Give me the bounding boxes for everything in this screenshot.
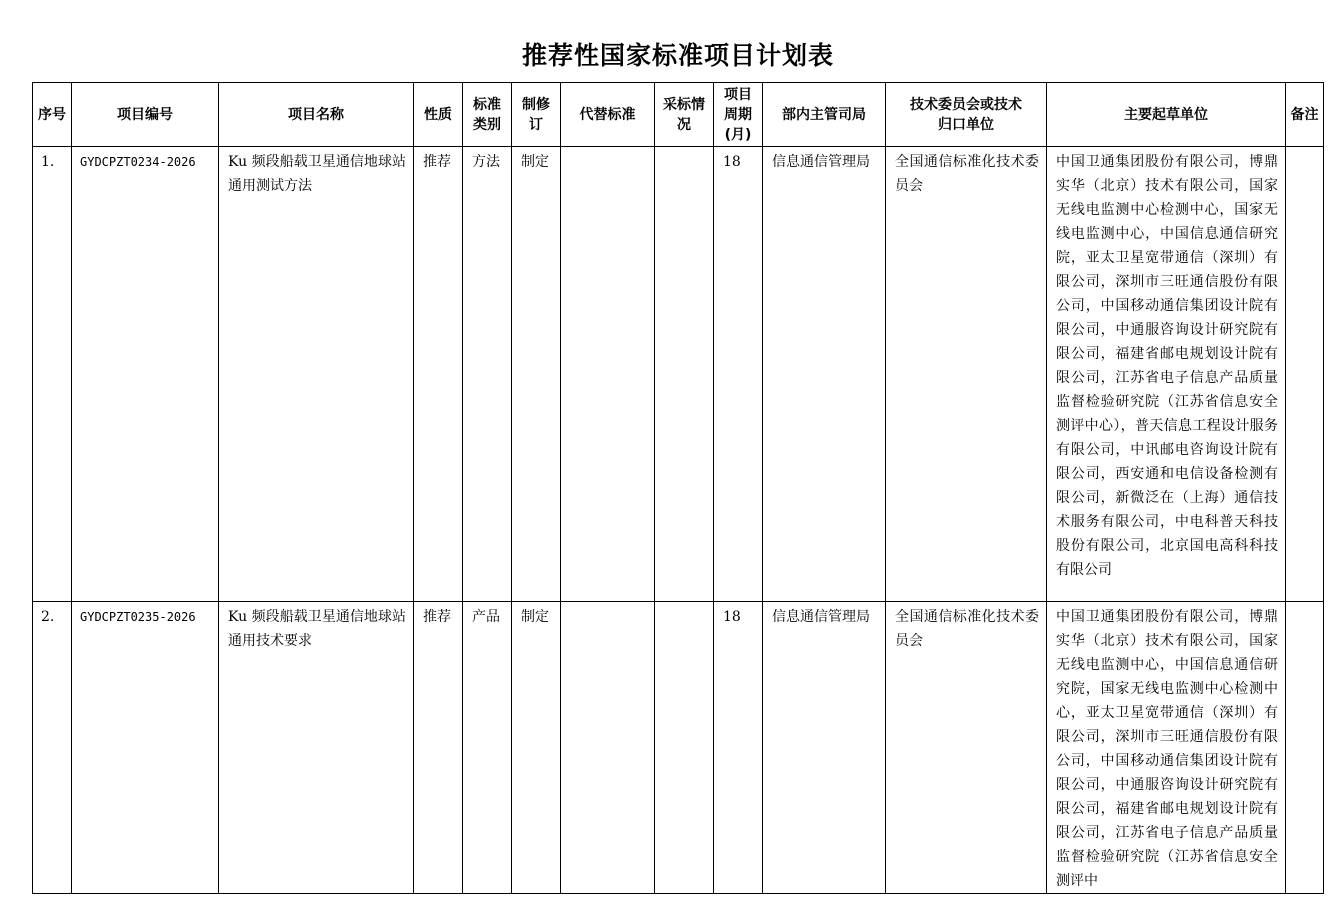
cell-name: Ku 频段船载卫星通信地球站通用测试方法 <box>219 147 414 602</box>
cell-revision: 制定 <box>512 602 561 894</box>
cell-name: Ku 频段船载卫星通信地球站通用技术要求 <box>219 602 414 894</box>
header-replace: 代替标准 <box>561 83 655 147</box>
cell-dept: 信息通信管理局 <box>763 147 886 602</box>
cell-remark <box>1286 147 1324 602</box>
cell-drafters: 中国卫通集团股份有限公司，博鼎实华（北京）技术有限公司，国家无线电监测中心检测中心，国家无线电监测中心，中国信息通信研究院，亚太卫星宽带通信（深圳）有限公司，深圳市三旺通信股份有限公司，中国移动通信集团设计院有限公司，中通服咨询设计研究院有限公司，福建省邮电规划设计院有限公司，江苏省电子信息产品质量监督检验研究院（江苏省信息安全测评中心），普天信息工程设计服务有限公司，中讯邮电咨询设计院有限公司，西安通和电信设备检测有限公司，新微泛在（上海）通信技术服务有限公司，中电科普天科技股份有限公司，北京国电高科科技有限公司 <box>1047 147 1286 602</box>
cell-nature: 推荐 <box>414 602 463 894</box>
cell-replace <box>561 602 655 894</box>
cell-adopt <box>655 147 714 602</box>
header-dept: 部内主管司局 <box>763 83 886 147</box>
cell-category: 产品 <box>463 602 512 894</box>
header-code: 项目编号 <box>72 83 219 147</box>
cell-committee: 全国通信标准化技术委员会 <box>886 602 1047 894</box>
cell-committee: 全国通信标准化技术委员会 <box>886 147 1047 602</box>
header-name: 项目名称 <box>219 83 414 147</box>
header-drafters: 主要起草单位 <box>1047 83 1286 147</box>
page-title: 推荐性国家标准项目计划表 <box>521 41 834 70</box>
cell-seq: 1. <box>33 147 72 602</box>
project-plan-table <box>32 82 1324 894</box>
header-remark: 备注 <box>1286 83 1324 147</box>
cell-remark <box>1286 602 1324 894</box>
header-seq: 序号 <box>33 83 72 147</box>
table-row <box>33 602 1324 894</box>
cell-period: 18 <box>714 602 763 894</box>
table-header-row <box>33 83 1324 147</box>
cell-nature: 推荐 <box>414 147 463 602</box>
cell-adopt <box>655 602 714 894</box>
header-adopt: 采标情况 <box>655 83 714 147</box>
cell-replace <box>561 147 655 602</box>
table-row <box>33 147 1324 602</box>
header-category: 标准类别 <box>463 83 512 147</box>
cell-seq: 2. <box>33 602 72 894</box>
header-nature: 性质 <box>414 83 463 147</box>
cell-period: 18 <box>714 147 763 602</box>
header-revision: 制修订 <box>512 83 561 147</box>
cell-code: GYDCPZT0234-2026 <box>72 147 219 602</box>
cell-dept: 信息通信管理局 <box>763 602 886 894</box>
header-committee: 技术委员会或技术归口单位 <box>886 83 1047 147</box>
cell-category: 方法 <box>463 147 512 602</box>
cell-drafters: 中国卫通集团股份有限公司，博鼎实华（北京）技术有限公司，国家无线电监测中心，中国信息通信研究院，国家无线电监测中心检测中心，亚太卫星宽带通信（深圳）有限公司，深圳市三旺通信股份有限公司，中国移动通信集团设计院有限公司，中通服咨询设计研究院有限公司，福建省邮电规划设计院有限公司，江苏省电子信息产品质量监督检验研究院（江苏省信息安全测评中 <box>1047 602 1286 894</box>
header-period: 项目周期(月) <box>714 83 763 147</box>
cell-revision: 制定 <box>512 147 561 602</box>
cell-code: GYDCPZT0235-2026 <box>72 602 219 894</box>
